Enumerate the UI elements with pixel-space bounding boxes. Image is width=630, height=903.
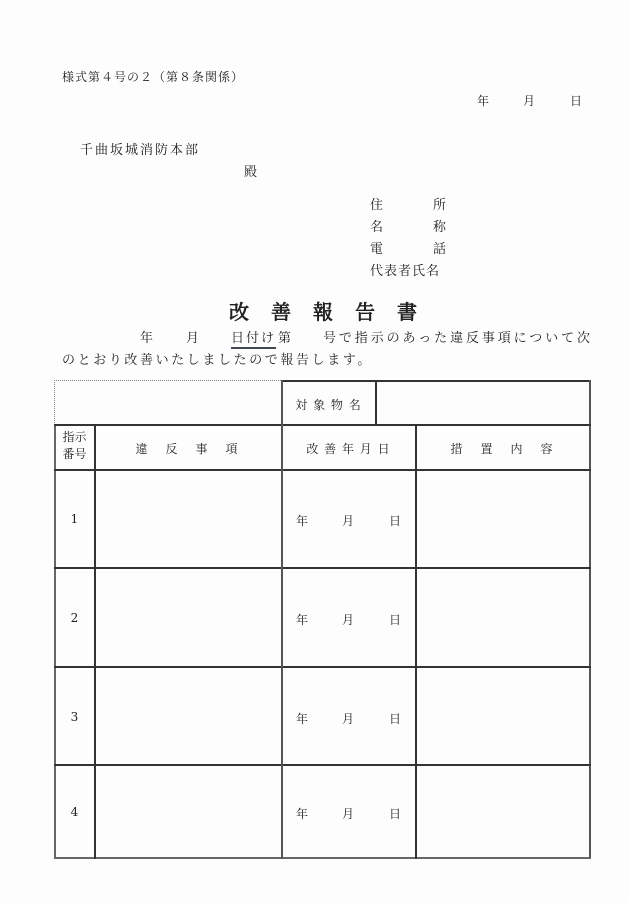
row-number: 4	[70, 805, 79, 819]
blank-header-cell	[54, 380, 283, 425]
violation-field[interactable]	[96, 766, 281, 857]
target-object-label: 対 象 物 名	[295, 398, 362, 412]
violation-field[interactable]	[96, 471, 281, 567]
body-month: 月	[186, 331, 200, 346]
row-date-year: 年	[296, 613, 309, 627]
row-date-month: 月	[342, 712, 355, 726]
title-char: 告	[355, 300, 375, 324]
phone-label-left: 電	[370, 242, 384, 257]
col-header-violation: 違 反 事 項	[135, 442, 241, 456]
row-date-month: 月	[342, 514, 355, 528]
date-month-label: 月	[523, 94, 536, 108]
name-label-right: 称	[432, 220, 446, 235]
col-header-number	[55, 429, 94, 463]
recipient-honorific: 殿	[244, 165, 258, 180]
row-date-day: 日	[389, 712, 402, 726]
measures-field[interactable]	[417, 668, 589, 764]
row-date-year: 年	[296, 712, 309, 726]
address-label-left: 住	[370, 198, 384, 213]
table-border	[54, 424, 56, 859]
measures-field[interactable]	[417, 471, 589, 567]
table-border	[54, 424, 591, 426]
applicant-name-label	[370, 216, 446, 235]
row-date-month: 月	[342, 807, 355, 821]
row-number: 2	[70, 611, 79, 625]
row-date-day: 日	[389, 807, 402, 821]
measures-field[interactable]	[417, 569, 589, 666]
violation-field[interactable]	[96, 569, 281, 666]
phone-label-right: 話	[432, 242, 446, 257]
row-number: 1	[70, 512, 79, 526]
address-label-right: 所	[432, 198, 446, 213]
body-dai: 第	[278, 331, 292, 346]
row-date-day: 日	[389, 613, 402, 627]
row-number: 3	[70, 710, 79, 724]
col-header-number-line1: 指示	[62, 430, 87, 444]
row-date-year: 年	[296, 807, 309, 821]
recipient-name: 千曲坂城消防本部	[80, 143, 201, 158]
body-year: 年	[140, 331, 154, 346]
body-dated-underlined: 日付け	[231, 327, 276, 349]
applicant-phone-label	[370, 238, 446, 257]
applicant-address-label	[370, 194, 446, 213]
applicant-representative-label: 代表者氏名	[370, 264, 441, 279]
row-date-year: 年	[296, 514, 309, 528]
body-line-2: のとおり改善いたしましたので報告します。	[62, 353, 373, 368]
measures-field[interactable]	[417, 766, 589, 857]
table-border	[54, 857, 591, 859]
title-char: 書	[397, 300, 417, 324]
title-char: 善	[271, 300, 291, 324]
date-day-label: 日	[570, 94, 583, 108]
name-label-left: 名	[370, 220, 384, 235]
col-header-date: 改 善 年 月 日	[306, 442, 391, 456]
target-object-field[interactable]	[376, 381, 589, 424]
date-year-label: 年	[477, 94, 490, 108]
body-rest: 号で指示のあった違反事項について次	[323, 331, 593, 346]
violation-field[interactable]	[96, 668, 281, 764]
col-header-measures: 措 置 内 容	[450, 442, 556, 456]
col-header-number-line2: 番号	[62, 447, 87, 461]
form-number: 様式第４号の２（第８条関係）	[62, 70, 245, 84]
row-date-month: 月	[342, 613, 355, 627]
title-char: 報	[313, 300, 333, 324]
title-char: 改	[229, 300, 249, 324]
row-date-day: 日	[389, 514, 402, 528]
